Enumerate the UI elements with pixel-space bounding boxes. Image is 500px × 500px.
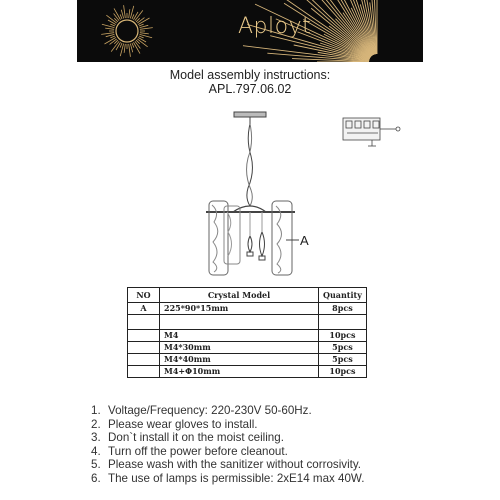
list-item (91, 445, 364, 459)
bulb-2-icon (260, 232, 265, 256)
crystal-left-2 (224, 206, 240, 264)
list-item (91, 418, 364, 432)
crystal-left-texture (212, 205, 218, 272)
cell-model (160, 315, 319, 330)
model-number: APL.797.06.02 (208, 82, 292, 96)
table-row-empty (128, 315, 367, 330)
item-number: 6. (91, 471, 101, 485)
cell-model: M4+Φ10mm (160, 366, 319, 378)
cell-qty: 5pcs (319, 342, 367, 354)
item-number: 4. (91, 444, 101, 458)
table-row (128, 303, 367, 315)
cell-no (128, 354, 160, 366)
cell-qty (319, 315, 367, 330)
cell-qty: 10pcs (319, 330, 367, 342)
cell-qty: 8pcs (319, 303, 367, 315)
ground-icon (396, 127, 400, 131)
list-item (91, 431, 364, 445)
item-text: The use of lamps is permissible: 2xE14 max 40W. (108, 471, 365, 485)
doc-title: Model assembly instructions: (169, 68, 331, 82)
cell-model: M4*30mm (160, 342, 319, 354)
cell-no (128, 366, 160, 378)
cell-qty: 5pcs (319, 354, 367, 366)
item-text: Turn off the power before cleanout. (108, 444, 288, 458)
item-number: 1. (91, 404, 101, 417)
header-crystal-model: Crystal Model (160, 288, 319, 303)
terminal-block-diagram (343, 118, 400, 146)
item-number: 2. (91, 417, 101, 431)
crystal-right-texture (276, 206, 282, 273)
list-item (91, 472, 364, 486)
table-row (128, 330, 367, 342)
header-quantity: Quantity (319, 288, 367, 303)
item-text: Please wear gloves to install. (108, 417, 258, 431)
table-row (128, 342, 367, 354)
header-no: NO (128, 288, 160, 303)
table-header-row (128, 288, 367, 303)
item-number: 5. (91, 458, 101, 472)
instructions-list (91, 404, 364, 486)
item-text: Don`t install it on the moist ceiling. (108, 431, 284, 445)
bulb-1-icon (248, 236, 252, 252)
list-item (91, 458, 364, 472)
cell-qty: 10pcs (319, 366, 367, 378)
cell-no: A (128, 303, 160, 315)
cell-model: M4*40mm (160, 354, 319, 366)
cell-no (128, 342, 160, 354)
table-row (128, 354, 367, 366)
part-label-a: A (300, 233, 309, 248)
item-text: Voltage/Frequency: 220-230V 50-60Hz. (108, 404, 312, 417)
cell-model: M4 (160, 330, 319, 342)
item-number: 3. (91, 431, 101, 445)
table-row (128, 366, 367, 378)
cell-no (128, 315, 160, 330)
ceiling-canopy (234, 112, 266, 117)
list-item (91, 404, 364, 418)
cell-no (128, 330, 160, 342)
cell-model: 225*90*15mm (160, 303, 319, 315)
parts-table (127, 287, 367, 378)
brand-name: Aployt (238, 14, 312, 39)
item-text: Please wash with the sanitizer without corrosivity. (108, 458, 362, 472)
